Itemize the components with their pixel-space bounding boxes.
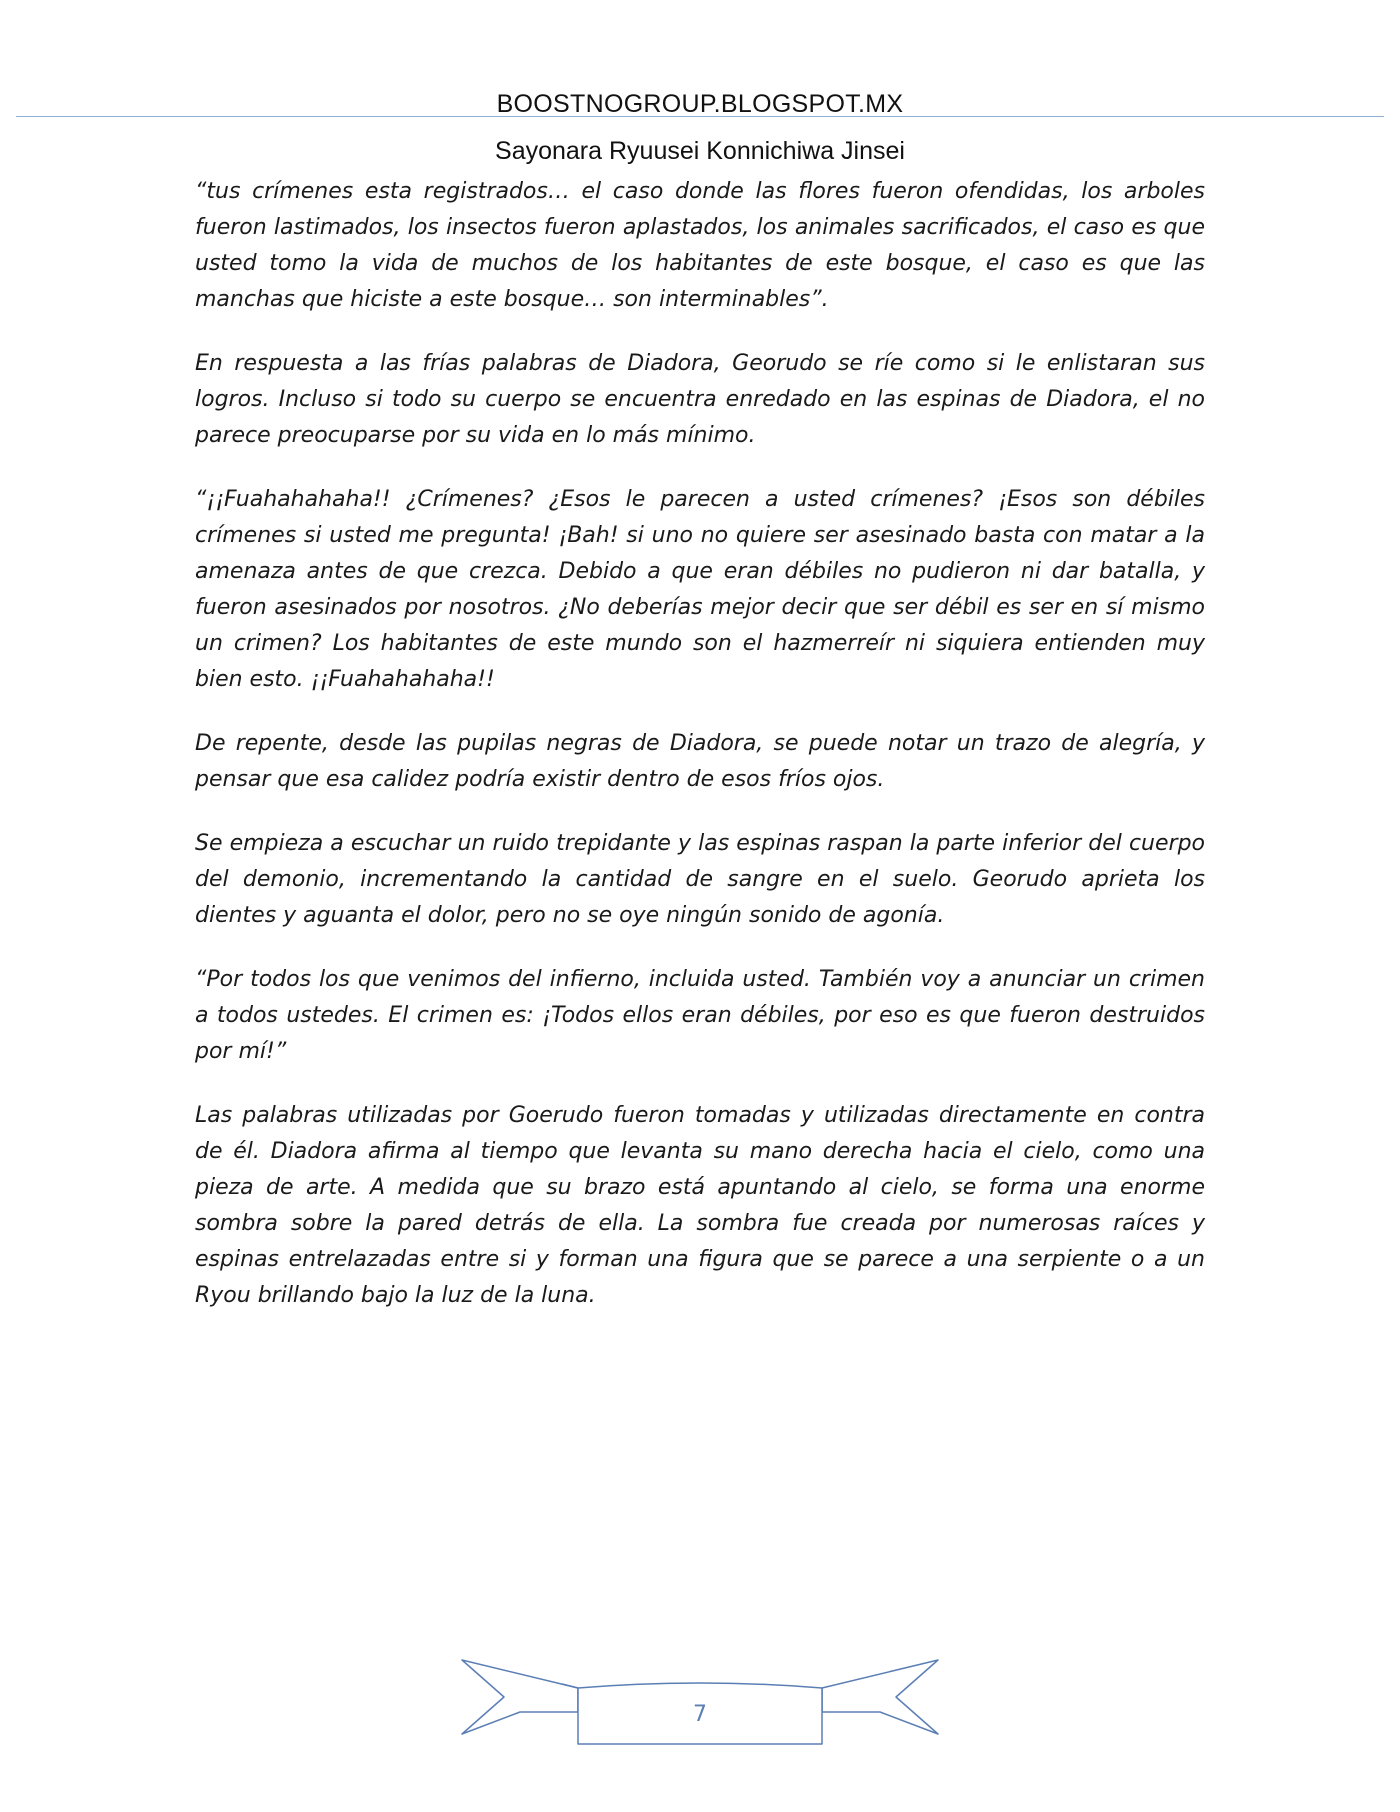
paragraph-4: De repente, desde las pupilas negras de Diadora, se puede notar un trazo de alegría, y pensar que esa calidez podría existir dentro de esos fríos ojos. xyxy=(195,731,1205,792)
paragraph-2: En respuesta a las frías palabras de Diadora, Georudo se ríe como si le enlistaran sus logros. Incluso si todo su cuerpo se encuentra enredado en las espinas de Diadora, el no parece preocuparse por su vida en lo más mínimo. xyxy=(195,351,1205,448)
body-text xyxy=(195,174,1205,1342)
header-divider xyxy=(16,116,1384,117)
paragraph-3: “¡¡Fuahahahaha!! ¿Crímenes? ¿Esos le parecen a usted crímenes? ¡Esos son débiles crímenes si usted me pregunta! ¡Bah! si uno no quiere ser asesinado basta con matar a la amenaza antes de que crezca. Debido a que eran débiles no pudieron ni dar batalla, y fueron asesinados por nosotros. ¿No deberías mejor decir que ser débil es ser en sí mismo un crimen? Los habitantes de este mundo son el hazmerreír ni siquiera entienden muy bien esto. ¡¡Fuahahahaha!! xyxy=(195,487,1205,692)
ribbon-banner-icon xyxy=(460,1650,940,1750)
paragraph-6: “Por todos los que venimos del infierno, incluida usted. También voy a anunciar un crimen a todos ustedes. El crimen es: ¡Todos ellos eran débiles, por eso es que fueron destruidos por mí!” xyxy=(195,967,1205,1064)
paragraph-7: Las palabras utilizadas por Goerudo fueron tomadas y utilizadas directamente en contra de él. Diadora afirma al tiempo que levanta su mano derecha hacia el cielo, como una pieza de arte. A medida que su brazo está apuntando al cielo, se forma una enorme sombra sobre la pared detrás de ella. La sombra fue creada por numerosas raíces y espinas entrelazadas entre si y forman una figura que se parece a una serpiente o a un Ryou brillando bajo la luz de la luna. xyxy=(195,1103,1205,1308)
header-title: Sayonara Ryuusei Konnichiwa Jinsei xyxy=(495,137,905,165)
paragraph-5: Se empieza a escuchar un ruido trepidante y las espinas raspan la parte inferior del cuerpo del demonio, incrementando la cantidad de sangre en el suelo. Georudo aprieta los dientes y aguanta el dolor, pero no se oye ningún sonido de agonía. xyxy=(195,831,1205,928)
page-number-ribbon xyxy=(460,1650,940,1750)
header-site-url: BOOSTNOGROUP.BLOGSPOT.MX xyxy=(496,90,904,118)
paragraph-1: “tus crímenes esta registrados… el caso donde las flores fueron ofendidas, los arboles fueron lastimados, los insectos fueron aplastados, los animales sacrificados, el caso es que usted tomo la vida de muchos de los habitantes de este bosque, el caso es que las manchas que hiciste a este bosque… son interminables”. xyxy=(195,179,1205,312)
page-number: 7 xyxy=(693,1702,707,1727)
